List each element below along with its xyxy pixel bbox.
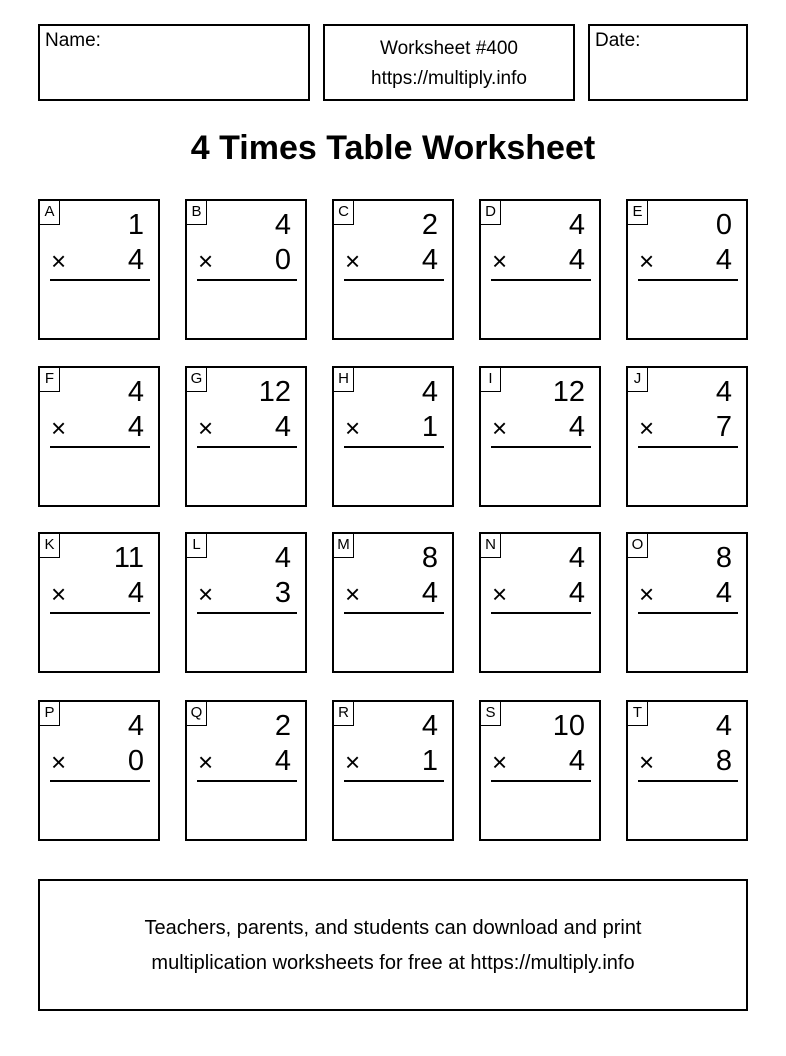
problem-card[interactable] [38, 532, 160, 673]
problem-card[interactable] [185, 199, 307, 340]
problem-letter: R [334, 702, 354, 726]
footer-line-2: multiplication worksheets for free at https://multiply.info [151, 952, 635, 974]
answer-line [491, 780, 591, 782]
bottom-number: 4 [715, 577, 732, 609]
answer-line [638, 612, 738, 614]
top-number: 4 [715, 376, 732, 408]
problem-card[interactable] [38, 700, 160, 841]
answer-line [50, 780, 150, 782]
answer-line [638, 279, 738, 281]
bottom-number: 4 [127, 577, 144, 609]
times-sign: × [345, 747, 361, 777]
problem-card[interactable] [479, 700, 601, 841]
answer-line [197, 279, 297, 281]
problem-letter: C [334, 201, 354, 225]
problem-letter: Q [187, 702, 207, 726]
problem-letter: E [628, 201, 648, 225]
answer-line [197, 780, 297, 782]
problem-card[interactable] [626, 700, 748, 841]
times-sign: × [492, 246, 508, 276]
date-label: Date: [595, 30, 641, 51]
problem-letter: J [628, 368, 648, 392]
bottom-number: 0 [127, 745, 144, 777]
top-number: 4 [568, 542, 585, 574]
problem-letter: S [481, 702, 501, 726]
times-sign: × [345, 413, 361, 443]
problem-letter: N [481, 534, 501, 558]
bottom-number: 4 [568, 244, 585, 276]
answer-line [491, 446, 591, 448]
times-sign: × [639, 747, 655, 777]
problem-card[interactable] [185, 532, 307, 673]
problem-card[interactable] [332, 532, 454, 673]
problem-card[interactable] [479, 199, 601, 340]
problem-card[interactable] [479, 366, 601, 507]
answer-line [344, 612, 444, 614]
bottom-number: 0 [274, 244, 291, 276]
problem-card[interactable] [626, 366, 748, 507]
bottom-number: 4 [127, 411, 144, 443]
problem-letter: B [187, 201, 207, 225]
problem-card[interactable] [185, 366, 307, 507]
answer-line [344, 446, 444, 448]
top-number: 10 [552, 710, 585, 742]
bottom-number: 4 [127, 244, 144, 276]
times-sign: × [492, 579, 508, 609]
top-number: 4 [421, 376, 438, 408]
top-number: 0 [715, 209, 732, 241]
times-sign: × [198, 413, 214, 443]
bottom-number: 4 [421, 244, 438, 276]
problem-letter: L [187, 534, 207, 558]
bottom-number: 4 [715, 244, 732, 276]
answer-line [197, 612, 297, 614]
top-number: 2 [274, 710, 291, 742]
problem-card[interactable] [479, 532, 601, 673]
problem-card[interactable] [626, 532, 748, 673]
times-sign: × [51, 413, 67, 443]
bottom-number: 4 [568, 745, 585, 777]
top-number: 1 [127, 209, 144, 241]
answer-line [50, 612, 150, 614]
answer-line [197, 446, 297, 448]
problem-card[interactable] [38, 199, 160, 340]
top-number: 4 [127, 376, 144, 408]
bottom-number: 3 [274, 577, 291, 609]
worksheet-url: https://multiply.info [371, 68, 527, 89]
footer-box [38, 879, 748, 1011]
times-sign: × [51, 579, 67, 609]
top-number: 4 [715, 710, 732, 742]
problem-letter: O [628, 534, 648, 558]
answer-line [50, 279, 150, 281]
top-number: 11 [113, 542, 144, 574]
top-number: 4 [274, 209, 291, 241]
problem-letter: M [334, 534, 354, 558]
problem-card[interactable] [332, 366, 454, 507]
footer-line-1: Teachers, parents, and students can download and print [144, 917, 642, 939]
problem-card[interactable] [332, 700, 454, 841]
problem-letter: G [187, 368, 207, 392]
problem-letter: K [40, 534, 60, 558]
times-sign: × [639, 413, 655, 443]
problem-letter: I [481, 368, 501, 392]
bottom-number: 4 [274, 745, 291, 777]
top-number: 8 [715, 542, 732, 574]
answer-line [50, 446, 150, 448]
times-sign: × [345, 579, 361, 609]
problem-letter: D [481, 201, 501, 225]
top-number: 4 [568, 209, 585, 241]
times-sign: × [198, 747, 214, 777]
problem-card[interactable] [626, 199, 748, 340]
bottom-number: 1 [421, 745, 438, 777]
answer-line [638, 446, 738, 448]
problem-letter: P [40, 702, 60, 726]
problem-letter: H [334, 368, 354, 392]
top-number: 12 [552, 376, 585, 408]
times-sign: × [51, 246, 67, 276]
times-sign: × [345, 246, 361, 276]
problem-card[interactable] [332, 199, 454, 340]
name-label: Name: [45, 30, 101, 51]
bottom-number: 4 [421, 577, 438, 609]
top-number: 4 [274, 542, 291, 574]
bottom-number: 4 [568, 411, 585, 443]
top-number: 12 [258, 376, 291, 408]
answer-line [344, 780, 444, 782]
top-number: 2 [421, 209, 438, 241]
times-sign: × [198, 579, 214, 609]
answer-line [491, 612, 591, 614]
times-sign: × [639, 246, 655, 276]
answer-line [638, 780, 738, 782]
problem-letter: T [628, 702, 648, 726]
bottom-number: 7 [715, 411, 732, 443]
answer-line [491, 279, 591, 281]
times-sign: × [492, 747, 508, 777]
top-number: 4 [127, 710, 144, 742]
page-title: 4 Times Table Worksheet [190, 129, 596, 167]
top-number: 4 [421, 710, 438, 742]
problem-card[interactable] [38, 366, 160, 507]
worksheet-number: Worksheet #400 [379, 38, 518, 59]
bottom-number: 4 [274, 411, 291, 443]
bottom-number: 1 [421, 411, 438, 443]
bottom-number: 4 [568, 577, 585, 609]
top-number: 8 [421, 542, 438, 574]
times-sign: × [492, 413, 508, 443]
bottom-number: 8 [715, 745, 732, 777]
times-sign: × [51, 747, 67, 777]
times-sign: × [198, 246, 214, 276]
answer-line [344, 279, 444, 281]
problem-card[interactable] [185, 700, 307, 841]
problem-letter: A [40, 201, 60, 225]
problem-letter: F [40, 368, 60, 392]
times-sign: × [639, 579, 655, 609]
